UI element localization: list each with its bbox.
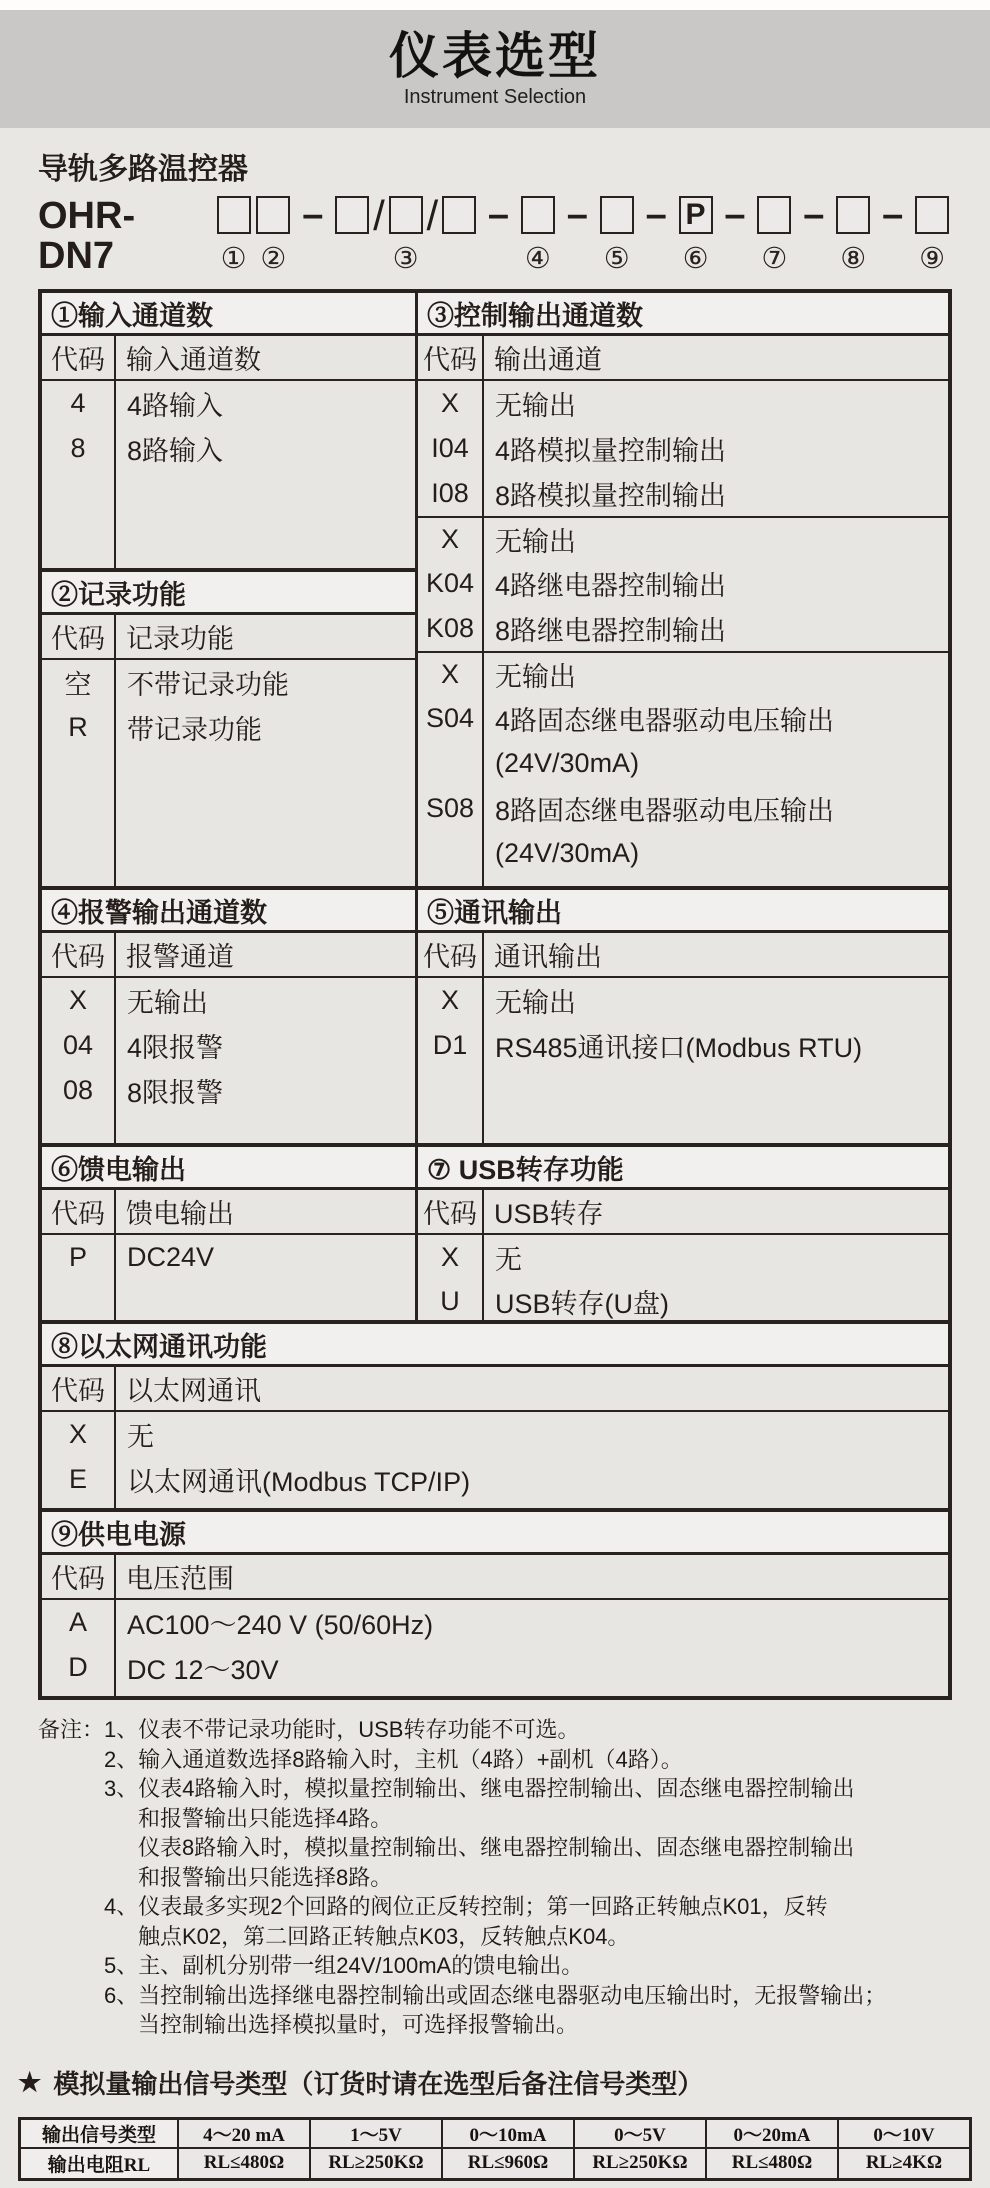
section-feed-output bbox=[42, 1147, 415, 1320]
resistance-header: 输出电阻RL bbox=[21, 2149, 179, 2178]
model-slot-2 bbox=[255, 196, 291, 274]
section-title: ⑥馈电输出 bbox=[42, 1147, 415, 1190]
model-slot-4 bbox=[520, 196, 556, 274]
code-box-p: P bbox=[679, 196, 713, 234]
table-row bbox=[418, 651, 948, 696]
table-row bbox=[418, 696, 948, 741]
table-row bbox=[42, 1412, 948, 1457]
right-half-c bbox=[415, 1147, 948, 1320]
filler-row bbox=[42, 471, 415, 568]
table-row bbox=[418, 516, 948, 561]
signal-cell: 0～10V bbox=[873, 2124, 935, 2146]
row-desc: 无 bbox=[127, 1422, 154, 1452]
table-row-a bbox=[42, 293, 948, 886]
section-title: ⑦ USB转存功能 bbox=[418, 1147, 948, 1190]
table-row bbox=[418, 1023, 948, 1068]
row-code: U bbox=[418, 1279, 484, 1323]
model-slot-3a bbox=[334, 196, 370, 234]
row-code bbox=[42, 1690, 116, 1696]
signal-cell: 0～5V bbox=[575, 2120, 707, 2147]
left-half-a bbox=[42, 293, 415, 886]
resistance-cell: RL≥250KΩ bbox=[311, 2149, 443, 2178]
row-desc bbox=[116, 471, 415, 568]
model-slot-3c bbox=[441, 196, 477, 234]
row-code: D1 bbox=[418, 1023, 484, 1068]
signal-cell: 4～20 mA bbox=[179, 2120, 311, 2147]
code-header: 代码 bbox=[418, 336, 484, 379]
row-code: I04 bbox=[418, 426, 484, 471]
note-line: 4、仪表最多实现2个回路的阀位正反转控制；第一回路正转触点K01，反转 bbox=[104, 1894, 828, 1919]
row-desc: 8路模拟量控制输出 bbox=[495, 481, 727, 511]
signal-type-table bbox=[18, 2117, 972, 2181]
row-code: I08 bbox=[418, 471, 484, 516]
row-code: X bbox=[418, 518, 484, 561]
code-header: 代码 bbox=[42, 1555, 116, 1598]
filler-row bbox=[42, 1113, 415, 1143]
row-desc: 以太网通讯(Modbus TCP/IP) bbox=[127, 1467, 471, 1497]
row-desc: 4路输入 bbox=[127, 391, 224, 421]
row-desc bbox=[116, 1690, 948, 1696]
row-desc: 4路模拟量控制输出 bbox=[495, 436, 727, 466]
signal-type-row bbox=[21, 2120, 969, 2149]
table-row bbox=[418, 471, 948, 516]
left-half-c bbox=[42, 1147, 415, 1320]
row-code bbox=[42, 471, 116, 568]
note-line: 备注：1、仪表不带记录功能时，USB转存功能不可选。 bbox=[38, 1717, 580, 1742]
column-header-row bbox=[42, 1367, 948, 1412]
code-header: 代码 bbox=[42, 336, 116, 379]
row-code: E bbox=[42, 1457, 116, 1502]
table-row bbox=[418, 606, 948, 651]
row-code: D bbox=[42, 1645, 116, 1690]
right-half-a bbox=[415, 293, 948, 886]
row-desc: 8路继电器控制输出 bbox=[495, 616, 727, 646]
resistance-row bbox=[21, 2149, 969, 2178]
code-box bbox=[335, 196, 369, 234]
resistance-cell: RL≥250KΩ bbox=[575, 2149, 707, 2178]
model-slot-3b bbox=[388, 196, 424, 274]
section-title: ②记录功能 bbox=[42, 572, 415, 615]
section-body bbox=[42, 1412, 948, 1508]
note-line: 当控制输出选择模拟量时，可选择报警输出。 bbox=[138, 2012, 579, 2037]
row-code bbox=[42, 1113, 116, 1143]
row-code: K08 bbox=[418, 606, 484, 651]
column-header-row bbox=[42, 336, 415, 381]
code-box bbox=[521, 196, 555, 234]
circle-9: ⑨ bbox=[919, 243, 946, 275]
section-communication-output bbox=[418, 890, 948, 1143]
section-input-channels bbox=[42, 293, 415, 568]
row-desc: 8限报警 bbox=[127, 1078, 224, 1108]
row-code bbox=[418, 876, 484, 886]
code-box bbox=[389, 196, 423, 234]
row-desc: 带记录功能 bbox=[127, 715, 262, 745]
table-row bbox=[42, 1600, 948, 1645]
header-band bbox=[0, 10, 990, 128]
section-title: ④报警输出通道数 bbox=[42, 890, 415, 933]
section-usb-transfer bbox=[418, 1147, 948, 1323]
table-row-e bbox=[42, 1508, 948, 1696]
resistance-cell: RL≤480Ω bbox=[707, 2149, 839, 2178]
circle-3: ③ bbox=[392, 243, 419, 275]
row-desc: RS485通讯接口(Modbus RTU) bbox=[495, 1033, 863, 1063]
dash-separator: – bbox=[882, 194, 904, 236]
section-body bbox=[42, 660, 415, 886]
row-desc: 4路继电器控制输出 bbox=[495, 571, 727, 601]
code-header: 代码 bbox=[42, 933, 116, 976]
section-control-output bbox=[418, 293, 948, 886]
filler-row bbox=[42, 1690, 948, 1696]
row-desc: 无输出 bbox=[495, 662, 576, 692]
row-code: 08 bbox=[42, 1068, 116, 1113]
signal-cell: 0～10mA bbox=[443, 2120, 575, 2147]
resistance-cell: RL≤480Ω bbox=[179, 2149, 311, 2178]
table-row bbox=[42, 660, 415, 705]
dash-separator: – bbox=[566, 194, 588, 236]
row-desc: DC24V bbox=[127, 1242, 215, 1272]
table-row bbox=[418, 978, 948, 1023]
code-box bbox=[836, 196, 870, 234]
left-half-b bbox=[42, 890, 415, 1143]
row-code: 8 bbox=[42, 426, 116, 471]
row-code: X bbox=[42, 978, 116, 1023]
row-desc bbox=[116, 1113, 415, 1143]
filler-row bbox=[42, 1280, 415, 1320]
note-line: 2、输入通道数选择8路输入时，主机（4路）+副机（4路）。 bbox=[104, 1746, 683, 1772]
product-name: 导轨多路温控器 bbox=[38, 153, 248, 186]
row-desc: 8路输入 bbox=[127, 436, 224, 466]
note-line: 和报警输出只能选择8路。 bbox=[138, 1864, 393, 1890]
resistance-cell: RL≥4KΩ bbox=[865, 2152, 943, 2173]
row-desc: DC 12～30V bbox=[127, 1655, 279, 1685]
row-code: X bbox=[418, 1235, 484, 1279]
model-slot-5 bbox=[599, 196, 635, 274]
row-code: 04 bbox=[42, 1023, 116, 1068]
model-code-line bbox=[38, 192, 952, 277]
row-desc bbox=[116, 750, 415, 886]
row-code: K04 bbox=[418, 561, 484, 606]
section-body bbox=[42, 978, 415, 1143]
note-line: 3、仪表4路输入时，模拟量控制输出、继电器控制输出、固态继电器控制输出 bbox=[104, 1776, 855, 1801]
column-header-row bbox=[418, 336, 948, 381]
row-code: 4 bbox=[42, 381, 116, 426]
value-header: 馈电输出 bbox=[126, 1199, 234, 1229]
row-code: S08 bbox=[418, 786, 484, 831]
note-line: 5、主、副机分别带一组24V/100mA的馈电输出。 bbox=[104, 1953, 584, 1978]
resistance-cell: RL≤960Ω bbox=[443, 2149, 575, 2178]
model-slot-8 bbox=[835, 196, 871, 274]
note-line: 触点K02，第二回路正转触点K03，反转触点K04。 bbox=[138, 1923, 630, 1949]
row-desc: 4限报警 bbox=[127, 1033, 224, 1063]
dash-separator: – bbox=[803, 194, 825, 236]
model-slot-6 bbox=[678, 196, 714, 274]
section-ethernet bbox=[42, 1324, 948, 1508]
table-row bbox=[42, 381, 415, 426]
row-desc: 无 bbox=[495, 1244, 522, 1275]
model-prefix: OHR-DN7 bbox=[38, 195, 136, 277]
dash-separator: – bbox=[302, 194, 324, 236]
row-desc bbox=[116, 1280, 415, 1320]
section-title: ③控制输出通道数 bbox=[418, 293, 948, 336]
analog-signal-note-text: 模拟量输出信号类型（订货时请在选型后备注信号类型） bbox=[53, 2068, 704, 2099]
code-box bbox=[915, 196, 949, 234]
value-header: 通讯输出 bbox=[494, 942, 602, 972]
section-alarm-output bbox=[42, 890, 415, 1143]
top-strip bbox=[0, 0, 990, 10]
section-record-function bbox=[42, 568, 415, 886]
row-desc: AC100～240 V (50/60Hz) bbox=[127, 1610, 434, 1640]
code-header: 代码 bbox=[418, 933, 484, 976]
row-desc: 无输出 bbox=[127, 988, 208, 1018]
code-header: 代码 bbox=[42, 1190, 116, 1233]
table-row bbox=[418, 426, 948, 471]
table-row bbox=[418, 1235, 948, 1279]
signal-type-header: 输出信号类型 bbox=[21, 2120, 179, 2147]
circle-5: ⑤ bbox=[603, 243, 630, 275]
table-row bbox=[42, 426, 415, 471]
filler-row bbox=[418, 1068, 948, 1143]
row-desc: 无输出 bbox=[495, 988, 576, 1018]
note-line: 仪表8路输入时，模拟量控制输出、继电器控制输出、固态继电器控制输出 bbox=[138, 1835, 855, 1860]
dash-separator: – bbox=[724, 194, 746, 236]
section-body bbox=[42, 381, 415, 568]
code-box bbox=[256, 196, 290, 234]
row-code bbox=[42, 1280, 116, 1320]
row-desc: 8路固态继电器驱动电压输出 bbox=[495, 796, 835, 826]
value-header: USB转存 bbox=[494, 1199, 604, 1229]
table-row bbox=[418, 381, 948, 426]
slash-separator: / bbox=[426, 192, 439, 239]
row-desc: 无输出 bbox=[495, 391, 576, 421]
table-row-d bbox=[42, 1320, 948, 1508]
row-desc: USB转存(U盘) bbox=[495, 1288, 669, 1319]
column-header-row bbox=[418, 933, 948, 978]
section-body bbox=[42, 1235, 415, 1320]
code-box bbox=[600, 196, 634, 234]
row-code: A bbox=[42, 1600, 116, 1645]
circle-1: ① bbox=[220, 243, 247, 275]
filler-row bbox=[42, 750, 415, 886]
row-code: P bbox=[42, 1235, 116, 1280]
analog-signal-note bbox=[18, 2064, 972, 2101]
selection-table bbox=[38, 289, 952, 1700]
row-code: R bbox=[42, 705, 116, 750]
page-title: 仪表选型 bbox=[389, 28, 601, 84]
table-row bbox=[418, 831, 948, 876]
row-code: S04 bbox=[418, 696, 484, 741]
column-header-row bbox=[418, 1190, 948, 1235]
note-line: 和报警输出只能选择4路。 bbox=[138, 1805, 393, 1831]
section-body bbox=[418, 1235, 948, 1323]
table-row bbox=[42, 705, 415, 750]
row-desc bbox=[484, 1068, 948, 1143]
circle-4: ④ bbox=[524, 243, 551, 275]
signal-cell: 0～20mA bbox=[707, 2120, 839, 2147]
slash-separator: / bbox=[373, 192, 385, 239]
table-row-c bbox=[42, 1143, 948, 1320]
section-title: ⑤通讯输出 bbox=[418, 890, 948, 933]
note-line: 6、当控制输出选择继电器控制输出或固态继电器驱动电压输出时，无报警输出； bbox=[104, 1982, 887, 2008]
table-row bbox=[42, 978, 415, 1023]
row-desc: 不带记录功能 bbox=[127, 670, 289, 700]
row-code: 空 bbox=[42, 660, 116, 705]
table-row bbox=[418, 786, 948, 831]
section-power-supply bbox=[42, 1512, 948, 1696]
signal-cell: 1～5V bbox=[311, 2120, 443, 2147]
row-code bbox=[418, 741, 484, 786]
code-box bbox=[442, 196, 476, 234]
code-box bbox=[217, 196, 251, 234]
table-row bbox=[42, 1645, 948, 1690]
row-code: X bbox=[418, 978, 484, 1023]
row-desc bbox=[484, 876, 948, 886]
value-header: 输出通道 bbox=[494, 345, 602, 375]
row-code bbox=[42, 750, 116, 886]
dash-separator: – bbox=[645, 194, 667, 236]
section-title: ⑧以太网通讯功能 bbox=[42, 1324, 948, 1367]
circle-7: ⑦ bbox=[761, 243, 788, 275]
row-desc: (24V/30mA) bbox=[495, 838, 640, 868]
table-row-b bbox=[42, 886, 948, 1143]
column-header-row bbox=[42, 1555, 948, 1600]
value-header: 报警通道 bbox=[126, 942, 234, 972]
model-slot-1 bbox=[216, 196, 252, 274]
code-header: 代码 bbox=[42, 615, 116, 658]
dash-separator: – bbox=[487, 194, 509, 236]
circle-2: ② bbox=[260, 243, 287, 275]
value-header: 以太网通讯 bbox=[126, 1376, 261, 1406]
code-header: 代码 bbox=[418, 1190, 484, 1233]
filler-row bbox=[418, 876, 948, 886]
column-header-row bbox=[42, 615, 415, 660]
row-desc: (24V/30mA) bbox=[495, 748, 640, 778]
row-desc: 无输出 bbox=[495, 527, 576, 557]
section-title: ⑨供电电源 bbox=[42, 1512, 948, 1555]
table-row bbox=[42, 1068, 415, 1113]
section-body bbox=[418, 381, 948, 886]
row-code bbox=[418, 831, 484, 876]
section-title: ①输入通道数 bbox=[42, 293, 415, 336]
table-row bbox=[42, 1235, 415, 1280]
code-box bbox=[757, 196, 791, 234]
notes-block bbox=[38, 1715, 952, 2040]
row-code bbox=[418, 1068, 484, 1143]
table-row bbox=[418, 1279, 948, 1323]
section-body bbox=[42, 1600, 948, 1696]
value-header: 电压范围 bbox=[126, 1564, 234, 1594]
circle-8: ⑧ bbox=[840, 243, 867, 275]
table-row bbox=[42, 1457, 948, 1502]
code-header: 代码 bbox=[42, 1367, 116, 1410]
value-header: 输入通道数 bbox=[126, 345, 261, 375]
row-code: X bbox=[42, 1412, 116, 1457]
section-body bbox=[418, 978, 948, 1143]
row-desc: 4路固态继电器驱动电压输出 bbox=[495, 706, 835, 736]
model-slot-9 bbox=[914, 196, 950, 274]
page-subtitle: Instrument Selection bbox=[403, 86, 587, 108]
column-header-row bbox=[42, 933, 415, 978]
row-code: X bbox=[418, 381, 484, 426]
table-row bbox=[418, 741, 948, 786]
circle-6: ⑥ bbox=[682, 243, 709, 275]
column-header-row bbox=[42, 1190, 415, 1235]
table-row bbox=[418, 561, 948, 606]
right-half-b bbox=[415, 890, 948, 1143]
table-row bbox=[42, 1023, 415, 1068]
star-icon: ★ bbox=[18, 2066, 42, 2097]
row-code: X bbox=[418, 653, 484, 696]
model-slot-7 bbox=[757, 196, 793, 274]
value-header: 记录功能 bbox=[126, 624, 234, 654]
